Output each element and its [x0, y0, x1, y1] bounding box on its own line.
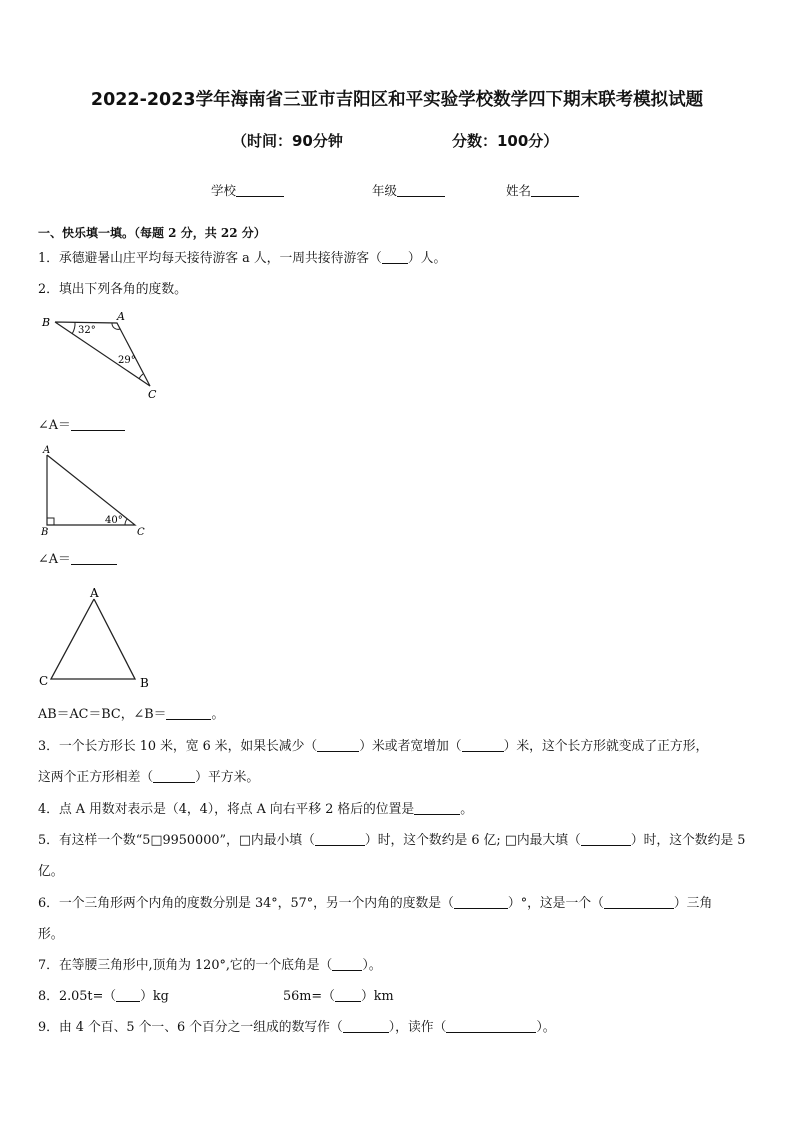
triangle-1-shape	[55, 322, 150, 386]
q4-blank[interactable]	[414, 802, 460, 815]
q7-text-end: ）。	[362, 958, 382, 973]
page-title: 2022-2023学年海南省三亚市吉阳区和平实验学校数学四下期末联考模拟试题	[90, 90, 704, 110]
answer-2	[38, 552, 117, 568]
name-blank[interactable]	[531, 183, 579, 197]
q9-text-c: ）。	[536, 1020, 556, 1035]
angle-c-arc	[139, 374, 143, 379]
triangle-figure-3	[38, 584, 158, 692]
question-2: 2．填出下列各角的度数。	[38, 282, 187, 297]
q9-text-b: ），读作（	[388, 1020, 447, 1035]
vertex-a-label-3: A	[90, 586, 99, 600]
school-label: 学校	[211, 183, 237, 198]
q5-text-b: ）时，这个数约是 6 亿; □内最大填（	[364, 833, 581, 848]
q8-text-c: 56m=（	[283, 989, 335, 1004]
angle-29-label: 29°	[118, 355, 136, 366]
q7-text: 7．在等腰三角形中,顶角为 120°,它的一个底角是（	[38, 958, 333, 973]
score-label: 分数：100分）	[452, 132, 559, 150]
question-6-line2: 形。	[38, 927, 64, 942]
section-heading: 一、快乐填一填。（每题 2 分，共 22 分）	[38, 226, 266, 240]
question-4	[38, 802, 473, 818]
school-field	[211, 181, 284, 199]
vertex-a-label: A	[117, 310, 125, 323]
q8-blank-1[interactable]	[116, 989, 140, 1002]
triangle-3-shape	[51, 599, 135, 679]
q5-blank-2[interactable]	[581, 833, 631, 846]
question-5-line1	[38, 833, 745, 849]
grade-blank[interactable]	[397, 183, 445, 197]
question-7	[38, 958, 382, 974]
q1-text-end: ）人。	[407, 251, 447, 266]
answer-1-label: ∠A＝	[38, 418, 71, 433]
q8-text-b: ）kg	[140, 989, 169, 1004]
q9-blank-2[interactable]	[446, 1020, 536, 1033]
q3-text-e: ）平方米。	[195, 770, 260, 785]
answer-2-blank[interactable]	[71, 552, 117, 565]
q3-text-a: 3．一个长方形长 10 米，宽 6 米，如果长减少（	[38, 739, 318, 754]
answer-3-end: 。	[211, 707, 225, 722]
q8-text-a: 8．2.05t=（	[38, 989, 117, 1004]
time-label: （时间：90分钟	[232, 132, 343, 150]
question-8	[38, 989, 394, 1005]
q4-text: 4．点 A 用数对表示是（4，4），将点 A 向右平移 2 格后的位置是	[38, 802, 415, 817]
answer-1-blank[interactable]	[71, 418, 125, 431]
triangle-figure-1	[38, 308, 163, 403]
vertex-c-label: C	[148, 388, 157, 401]
triangle-figure-2	[38, 443, 153, 538]
answer-3	[38, 707, 224, 723]
vertex-a-label-2: A	[43, 445, 51, 456]
q5-text-a: 5．有这样一个数“5□9950000”，□内最小填（	[38, 833, 315, 848]
question-3-line1	[38, 739, 708, 755]
q6-blank-2[interactable]	[604, 896, 674, 909]
q3-text-d: 这两个正方形相差（	[38, 770, 154, 785]
name-label: 姓名	[506, 183, 532, 198]
question-3-line2	[38, 770, 259, 786]
q6-blank-1[interactable]	[454, 896, 508, 909]
q7-blank[interactable]	[332, 958, 362, 971]
q3-blank-3[interactable]	[153, 770, 195, 783]
answer-1	[38, 418, 125, 434]
q8-text-d: ）km	[360, 989, 394, 1004]
answer-2-label: ∠A＝	[38, 552, 71, 567]
vertex-c-label-2: C	[137, 527, 145, 538]
q4-text-end: 。	[460, 802, 473, 817]
angle-c-arc-2	[125, 519, 127, 525]
q3-text-c: ）米，这个长方形就变成了正方形，	[503, 739, 709, 754]
q1-blank[interactable]	[382, 251, 408, 264]
q5-blank-1[interactable]	[315, 833, 365, 846]
right-angle-mark	[47, 518, 54, 525]
grade-field	[372, 181, 445, 199]
q8-blank-2[interactable]	[335, 989, 361, 1002]
angle-32-label: 32°	[78, 325, 96, 336]
question-9	[38, 1020, 556, 1036]
vertex-b-label-3: B	[140, 676, 149, 690]
school-blank[interactable]	[236, 183, 284, 197]
q3-blank-2[interactable]	[462, 739, 504, 752]
q6-text-a: 6．一个三角形两个内角的度数分别是 34°，57°，另一个内角的度数是（	[38, 896, 454, 911]
angle-40-label: 40°	[105, 515, 123, 526]
answer-3-blank[interactable]	[166, 707, 211, 720]
name-field	[506, 181, 579, 199]
answer-3-label: AB＝AC＝BC，∠B＝	[38, 707, 167, 722]
q9-blank-1[interactable]	[343, 1020, 389, 1033]
grade-label: 年级	[372, 183, 398, 198]
q6-text-b: ）°，这是一个（	[507, 896, 604, 911]
q5-text-c: ）时，这个数约是 5	[630, 833, 746, 848]
question-6-line1	[38, 896, 712, 912]
question-1	[38, 251, 446, 267]
vertex-b-label-2: B	[41, 527, 49, 538]
q6-text-c: ）三角	[673, 896, 713, 911]
question-5-line2: 亿。	[38, 864, 64, 879]
q3-blank-1[interactable]	[317, 739, 359, 752]
vertex-c-label-3: C	[39, 674, 49, 688]
q1-text: 1．承德避暑山庄平均每天接待游客 a 人，一周共接待游客（	[38, 251, 382, 266]
angle-b-arc	[72, 322, 75, 334]
q9-text-a: 9．由 4 个百、5 个一、6 个百分之一组成的数写作（	[38, 1020, 343, 1035]
q3-text-b: ）米或者宽增加（	[359, 739, 462, 754]
vertex-b-label: B	[42, 316, 51, 329]
